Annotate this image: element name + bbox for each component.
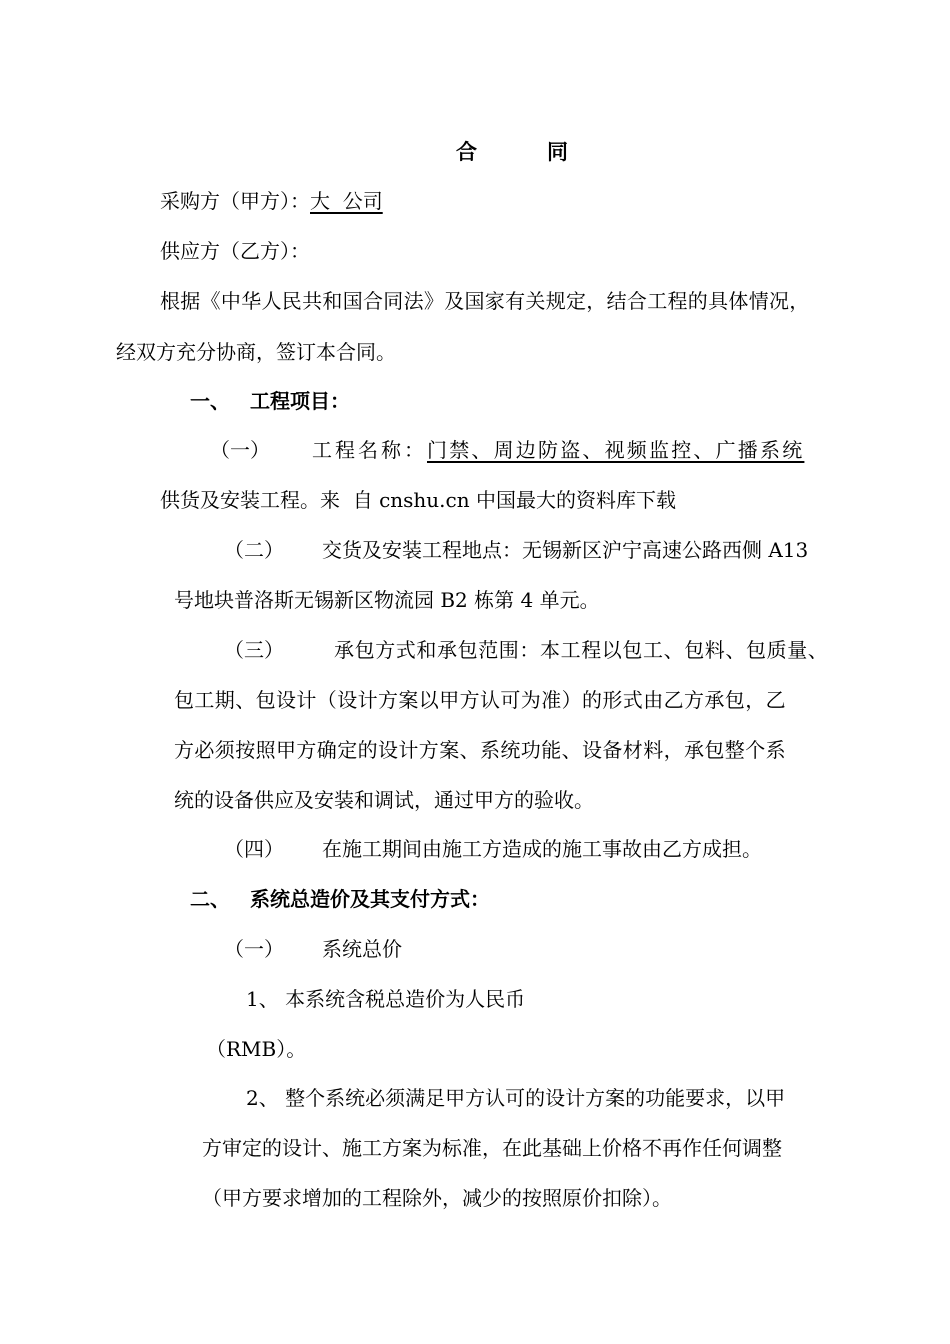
item-1-cont: 供货及安装工程。来 自 cnshu.cn 中国最大的资料库下载 (160, 488, 676, 512)
contract-title (456, 138, 568, 166)
terms-line-1: 2、 整个系统必须满足甲方认可的设计方案的功能要求，以甲 (246, 1086, 786, 1110)
item-3-line-1 (224, 636, 828, 664)
intro-line-1: 根据《中华人民共和国合同法》及国家有关规定，结合工程的具体情况， (160, 289, 810, 313)
section-1-title: 工程项目： (250, 389, 350, 413)
section-1-num: 一、 (190, 389, 230, 413)
section-2-heading (190, 885, 490, 913)
buyer-line (160, 187, 383, 215)
section-2-title: 系统总造价及其支付方式： (250, 887, 490, 911)
terms-line-2: 方审定的设计、施工方案为标准，在此基础上价格不再作任何调整 (202, 1136, 782, 1160)
section-2-num: 二、 (190, 887, 230, 911)
price-line-2: （RMB）。 (206, 1037, 307, 1061)
section-2-item-1 (224, 935, 402, 963)
item-4-line-1 (224, 835, 762, 863)
item-2-line-2: 号地块普洛斯无锡新区物流园 B2 栋第 4 单元。 (174, 588, 600, 612)
item-2-line-1 (224, 536, 808, 564)
terms-line-3: （甲方要求增加的工程除外，减少的按照原价扣除）。 (202, 1186, 672, 1210)
item-1-line (210, 436, 804, 464)
item-1-value: 门禁、周边防盗、视频监控、广播系统 (427, 438, 805, 462)
item-1-num: （一） (210, 438, 270, 462)
item-2-text: 交货及安装工程地点：无锡新区沪宁高速公路西侧 A13 (322, 538, 809, 562)
intro-line-2: 经双方充分协商，签订本合同。 (116, 340, 396, 364)
contract-title-right: 同 (547, 139, 568, 164)
item-2-num: （二） (224, 538, 284, 562)
item-3-num: （三） (224, 638, 284, 662)
section-2-item-1-label: 系统总价 (322, 937, 402, 961)
item-3-text: 承包方式和承包范围：本工程以包工、包料、包质量、 (334, 638, 829, 662)
price-line-1: 1、 本系统含税总造价为人民币 (246, 987, 526, 1011)
section-1-heading (190, 387, 350, 415)
buyer-value: 大 公司 (310, 189, 383, 213)
item-3-line-3: 方必须按照甲方确定的设计方案、系统功能、设备材料，承包整个系 (174, 738, 786, 762)
item-4-text: 在施工期间由施工方造成的施工事故由乙方成担。 (322, 837, 762, 861)
supplier-line (160, 237, 310, 265)
item-1-label: 工程名称： (312, 438, 427, 462)
buyer-label: 采购方（甲方）： (160, 189, 310, 213)
item-4-num: （四） (224, 837, 284, 861)
item-3-line-2: 包工期、包设计（设计方案以甲方认可为准）的形式由乙方承包，乙 (174, 688, 786, 712)
item-3-line-4: 统的设备供应及安装和调试，通过甲方的验收。 (174, 788, 594, 812)
supplier-label: 供应方（乙方）： (160, 239, 310, 263)
contract-title-left: 合 (456, 139, 477, 164)
section-2-item-1-num: （一） (224, 937, 284, 961)
